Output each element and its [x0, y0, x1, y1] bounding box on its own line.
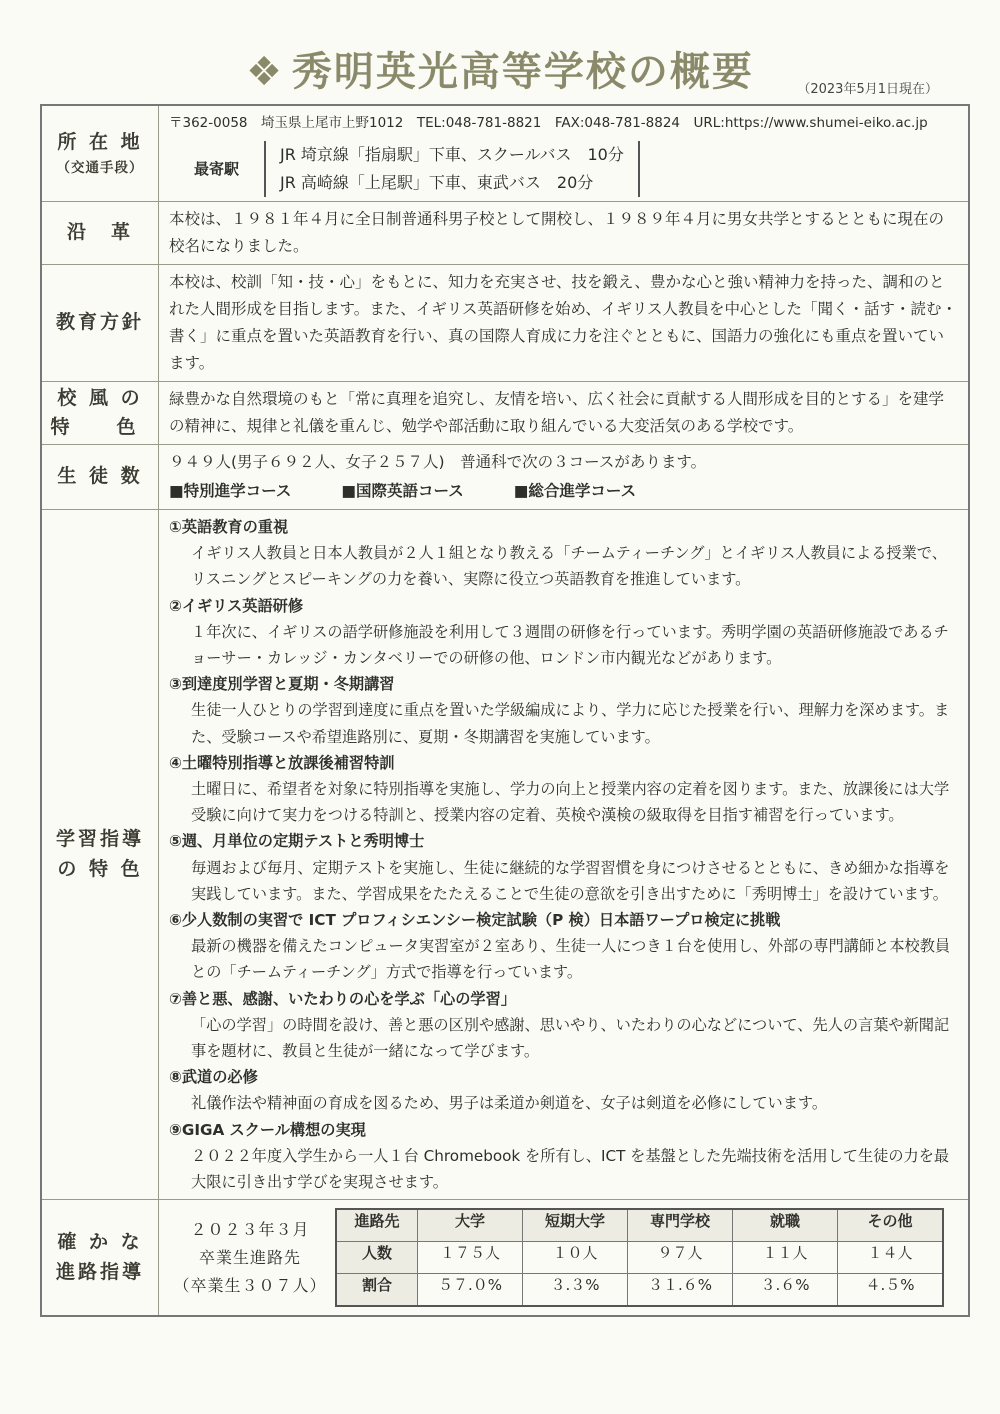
- feature-body: ２０２２年度入学生から一人１台 Chromebook を所有し、ICT を基盤とした先端技術を活用して生徒の力を最大限に引き出す学びを実現させます。: [191, 1146, 950, 1192]
- results-cell: ４.５%: [838, 1274, 944, 1307]
- policy-label: 教育方針: [41, 265, 159, 382]
- feature-item: [169, 907, 958, 986]
- results-cell: ５７.０%: [418, 1274, 523, 1307]
- feature-body: 礼儀作法や精神面の育成を図るため、男子は柔道か剣道を、女子は剣道を必修にしています。: [191, 1094, 828, 1113]
- feature-heading: ⑤週、月単位の定期テストと秀明博士: [169, 832, 425, 851]
- feature-heading: ⑥少人数制の実習で ICT プロフィシエンシー検定試験（P 検）日本語ワープロ検定に挑戦: [169, 911, 781, 930]
- career-results-table: [335, 1208, 944, 1307]
- feature-body: 土曜日に、希望者を対象に特別指導を実施し、学力の向上と授業内容の定着を図ります。また、放課後には大学受験に向けて実力をつける特訓と、授業内容の定着、英検や漢検の級取得を目指す補習を行っています。: [191, 780, 950, 825]
- location-row: [41, 105, 969, 202]
- results-cell: ３.６%: [733, 1274, 838, 1307]
- location-label-sub: （交通手段）: [56, 159, 144, 176]
- feature-item: [169, 671, 958, 750]
- results-header-cell: 専門学校: [628, 1209, 733, 1242]
- feature-heading: ②イギリス英語研修: [169, 596, 304, 615]
- feature-heading: ⑧武道の必修: [169, 1068, 258, 1087]
- results-cell: １０人: [523, 1242, 628, 1274]
- graduate-count: （卒業生３０７人）: [173, 1275, 327, 1295]
- location-label-main: 所 在 地: [57, 131, 143, 154]
- results-header-cell: 大学: [418, 1209, 523, 1242]
- students-row: [41, 445, 969, 510]
- results-header-cell: 就職: [733, 1209, 838, 1242]
- feature-body: 最新の機器を備えたコンピュータ実習室が２室あり、生徒一人につき１台を使用し、外部の専門講師と本校教員との「チームティーチング」方式で指導を行っています。: [191, 937, 951, 982]
- route-list: [264, 141, 640, 197]
- course-item: ■国際英語コース: [341, 482, 464, 500]
- address: 〒362-0058 埼玉県上尾市上野1012 TEL:048-781-8821 FAX:048-781-8824 URL:https://www.shumei-eiko.ac.jp: [169, 115, 928, 131]
- results-row-label: 人数: [336, 1242, 418, 1274]
- diamond-icon: ❖: [246, 49, 284, 95]
- history-text: 本校は、１９８１年４月に全日制普通科男子校として開校し、１９８９年４月に男女共学とするとともに現在の校名になりました。: [159, 202, 970, 265]
- results-cell: ３１.６%: [628, 1274, 733, 1307]
- results-header-cell: 進路先: [336, 1209, 418, 1242]
- culture-row: [41, 382, 969, 445]
- policy-text: 本校は、校訓「知・技・心」をもとに、知力を充実させ、技を鍛え、豊かな心と強い精神力を持った、調和のとれた人間形成を目指します。また、イギリス英語研修を始め、イギリス人教員を中心とした「聞く・話す・読む・書く」に重点を置いた英語教育を行い、真の国際人育成に力を注ぐとともに、国語力の強化にも重点を置いています。: [159, 265, 970, 382]
- location-label: [41, 105, 159, 202]
- feature-heading: ④土曜特別指導と放課後補習特訓: [169, 753, 395, 772]
- career-caption: 卒業生進路先: [198, 1247, 301, 1267]
- students-label: 生 徒 数: [41, 445, 159, 510]
- course-item: ■特別進学コース: [169, 482, 292, 500]
- overview-table: [40, 104, 970, 1317]
- learning-label-line2: の 特 色: [57, 857, 143, 880]
- feature-item: [169, 514, 958, 593]
- results-row-count: [336, 1242, 943, 1274]
- feature-body: イギリス人教員と日本人教員が２人１組となり教える「チームティーチング」とイギリス人教員による授業で、リスニングとスピーキングの力を養い、実際に役立つ英語教育を推進しています。: [191, 544, 947, 589]
- career-label-line1: 確 か な: [57, 1231, 143, 1254]
- results-cell: １４人: [838, 1242, 944, 1274]
- career-label-line2: 進路指導: [55, 1260, 144, 1283]
- feature-body: 生徒一人ひとりの学習到達度に重点を置いた学級編成により、学力に応じた授業を行い、理解力を深めます。また、受験コースや希望進路別に、夏期・冬期講習を実施しています。: [191, 701, 950, 746]
- feature-item: [169, 828, 958, 907]
- route-item: JR 埼京線「指扇駅」下車、スクールバス 10分: [280, 145, 624, 164]
- history-label: 沿 革: [41, 202, 159, 265]
- feature-body: １年次に、イギリスの語学研修施設を利用して３週間の研修を行っています。秀明学園の英語研修施設であるチョーサー・カレッジ・カンタベリーでの研修の他、ロンドン市内観光などがあります。: [191, 622, 949, 668]
- results-row-ratio: [336, 1274, 943, 1307]
- feature-heading: ①英語教育の重視: [169, 518, 289, 536]
- results-cell: １７５人: [418, 1242, 523, 1274]
- feature-item: [169, 986, 958, 1065]
- history-row: [41, 202, 969, 265]
- feature-body: 毎週および毎月、定期テストを実施し、生徒に継続的な学習習慣を身につけさせるとともに、きめ細かな指導を実践しています。また、学習成果をたたえることで生徒の意欲を引き出すために「秀明博士」を設けています。: [191, 858, 950, 903]
- feature-heading: ⑦善と悪、感謝、いたわりの心を学ぶ「心の学習」: [169, 989, 516, 1008]
- career-summary: [165, 1216, 335, 1300]
- culture-label-line1: 校 風 の: [57, 386, 143, 409]
- feature-item: [169, 593, 958, 672]
- career-block: [165, 1200, 968, 1315]
- culture-label: [41, 382, 159, 445]
- results-cell: ３.３%: [523, 1274, 628, 1307]
- learning-label-line1: 学習指導: [55, 828, 144, 851]
- career-content: [159, 1200, 970, 1317]
- culture-text: 緑豊かな自然環境のもと「常に真理を追究し、友情を培い、広く社会に貢献する人間形成を目的とする」を建学の精神に、規律と礼儀を重んじ、勉学や部活動に取り組んでいる大変活気のある学校です。: [159, 382, 970, 445]
- feature-item: [169, 1064, 958, 1116]
- results-cell: １１人: [733, 1242, 838, 1274]
- results-row-label: 割合: [336, 1274, 418, 1307]
- course-item: ■総合進学コース: [513, 482, 637, 500]
- career-year: ２０２３年３月: [190, 1219, 310, 1239]
- route-item: JR 高崎線「上尾駅」下車、東武バス 20分: [280, 173, 594, 192]
- feature-item: [169, 1117, 958, 1196]
- feature-heading: ③到達度別学習と夏期・冬期講習: [169, 675, 395, 694]
- career-row: [41, 1200, 969, 1317]
- culture-label-line2: 特 色: [50, 416, 150, 438]
- access-info: [169, 141, 958, 197]
- results-cell: ９７人: [628, 1242, 733, 1274]
- career-label: [41, 1200, 159, 1317]
- feature-body: 「心の学習」の時間を設け、善と悪の区別や感謝、思いやり、いたわりの心などについて、先人の言葉や新聞記事を題材に、教員と生徒が一緒になって学びます。: [191, 1015, 950, 1061]
- policy-row: [41, 265, 969, 382]
- nearest-station-label: 最寄駅: [193, 159, 239, 178]
- learning-row: [41, 510, 969, 1200]
- course-list: [169, 478, 958, 505]
- results-header-cell: その他: [838, 1209, 944, 1242]
- learning-label: [41, 510, 159, 1200]
- students-content: [159, 445, 970, 510]
- results-header-row: [336, 1209, 943, 1242]
- results-header-cell: 短期大学: [523, 1209, 628, 1242]
- learning-content: [159, 510, 970, 1200]
- feature-heading: ⑨GIGA スクール構想の実現: [169, 1120, 366, 1139]
- students-count: ９４９人(男子６９２人、女子２５７人) 普通科で次の３コースがあります。: [169, 453, 707, 471]
- feature-item: [169, 750, 958, 829]
- location-content: [159, 105, 970, 202]
- as-of-date: （2023年5月1日現在）: [797, 82, 938, 97]
- page-title-text: 秀明英光高等学校の概要: [291, 49, 754, 95]
